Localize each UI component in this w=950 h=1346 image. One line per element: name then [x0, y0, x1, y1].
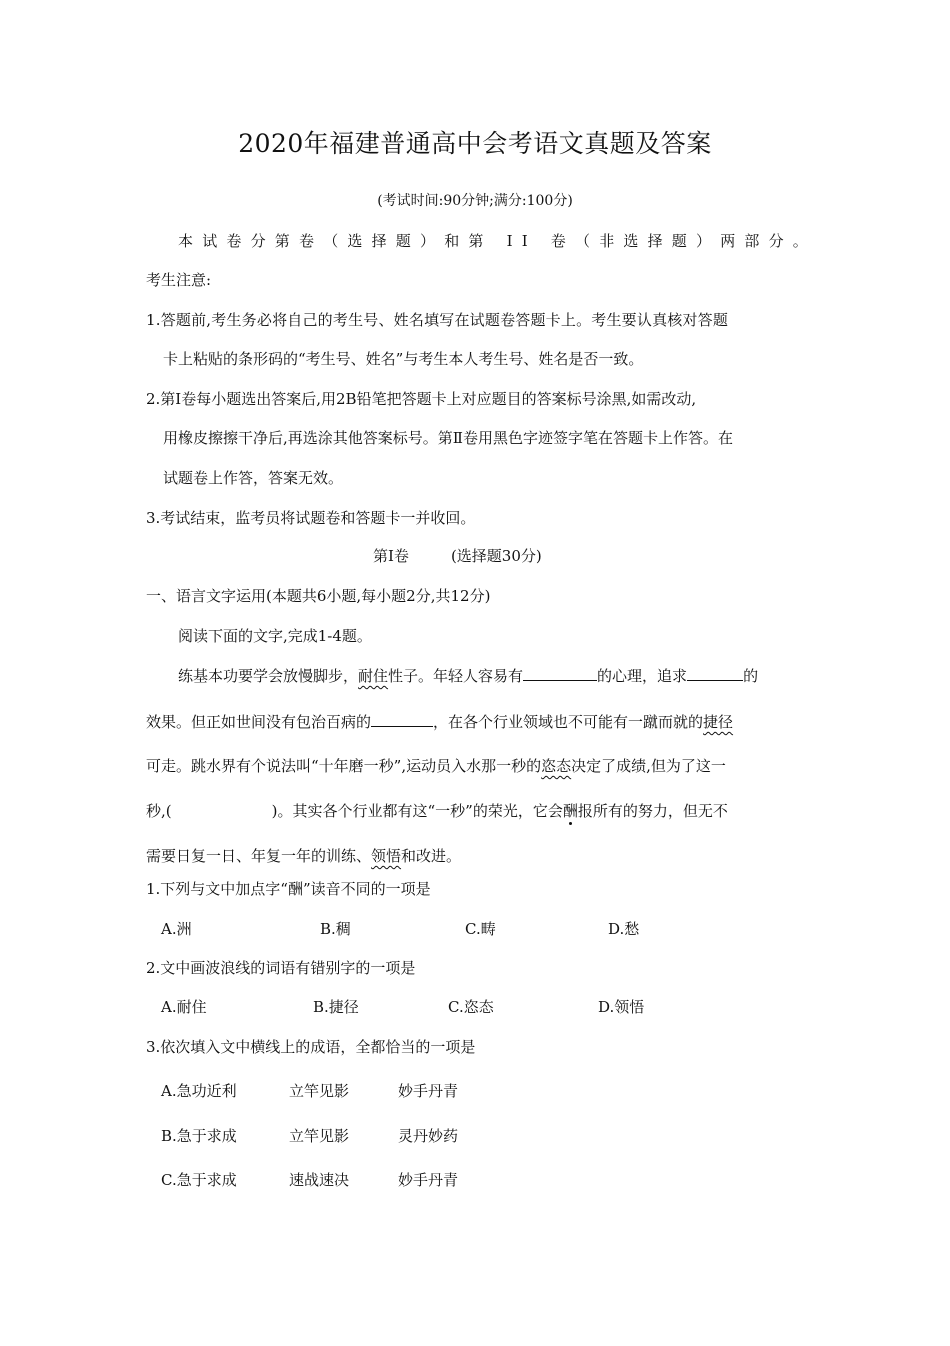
passage-line-1: 练基本功要学会放慢脚步，耐住性子。年轻人容易有 的心理，追求 的: [178, 667, 759, 685]
question-3-option-c-idiom-3: 妙手丹青: [398, 1171, 459, 1189]
question-1-option-a: A.洲: [161, 920, 192, 938]
question-3-stem: 3.依次填入文中横线上的成语，全都恰当的一项是: [146, 1038, 476, 1056]
fill-blank-3: [371, 711, 433, 727]
passage-line-4: 秒,( )。其实各个行业都有这“一秒”的荣光，它会酬报所有的努力，但无不: [146, 802, 728, 820]
part-heading: [373, 546, 542, 566]
notice-2-line-2: 用橡皮擦擦干净后,再选涂其他答案标号。第Ⅱ卷用黑色字迹签字笔在答题卡上作答。在: [163, 429, 733, 447]
question-1-option-d: D.愁: [608, 920, 640, 938]
passage-line-3: 可走。跳水界有个说法叫“十年磨一秒”,运动员入水那一秒的恣态决定了成绩,但为了这一: [146, 757, 726, 775]
wavy-word-jiejing: 捷径: [703, 713, 734, 731]
question-3-option-b-idiom-2: 立竿见影: [289, 1127, 350, 1145]
question-1-stem: 1.下列与文中加点字“酬”读音不同的一项是: [146, 880, 431, 898]
section-heading: 一、语言文字运用(本题共6小题,每小题2分,共12分): [146, 587, 491, 605]
passage-line-2: 效果。但正如世间没有包治百病的 ，在各个行业领域也不可能有一蹴而就的捷径: [146, 713, 734, 731]
question-3-option-b-idiom-3: 灵丹妙药: [398, 1127, 459, 1145]
question-2-option-b: B.捷径: [313, 998, 359, 1016]
fill-blank-1: [523, 665, 597, 681]
part-name: 第Ⅰ卷: [373, 547, 409, 565]
notice-2-line-1: 2.第Ⅰ卷每小题选出答案后,用2B铅笔把答题卡上对应题目的答案标号涂黑,如需改动,: [146, 390, 697, 408]
question-2-option-a: A.耐住: [161, 998, 207, 1016]
exam-time-note: (考试时间:90分钟;满分:100分): [377, 193, 573, 209]
dotted-char-chou: 酬: [562, 802, 578, 820]
section-instruction: 阅读下面的文字,完成1-4题。: [178, 627, 372, 645]
question-3-option-b: B.急于求成: [161, 1127, 237, 1145]
passage-line-5: 需要日复一日、年复一年的训练、领悟和改进。: [146, 847, 462, 865]
page-title: 2020年福建普通高中会考语文真题及答案: [238, 129, 712, 158]
question-3-option-a-idiom-2: 立竿见影: [289, 1082, 350, 1100]
intro-text: 本试卷分第卷（选择题）和第 II 卷（非选择题）两部分。: [178, 232, 817, 250]
question-1-option-b: B.稠: [320, 920, 351, 938]
question-1-option-c: C.畴: [465, 920, 496, 938]
notice-3: 3.考试结束，监考员将试题卷和答题卡一并收回。: [146, 509, 476, 527]
fill-blank-2: [687, 665, 743, 681]
question-3-option-a: A.急功近利: [161, 1082, 237, 1100]
wavy-word-naizhu: 耐住: [358, 667, 389, 685]
notice-heading: 考生注意:: [146, 271, 212, 289]
question-3-option-c-idiom-2: 速战速决: [289, 1171, 350, 1189]
wavy-word-zitai: 恣态: [541, 757, 572, 775]
question-2-stem: 2.文中画波浪线的词语有错别字的一项是: [146, 959, 416, 977]
question-3-option-c: C.急于求成: [161, 1171, 237, 1189]
notice-1-line-1: 1.答题前,考生务必将自己的考生号、姓名填写在试题卷答题卡上。考生要认真核对答题: [146, 311, 729, 329]
notice-1-line-2: 卡上粘贴的条形码的“考生号、姓名”与考生本人考生号、姓名是否一致。: [163, 350, 644, 368]
part-desc: (选择题30分): [450, 547, 542, 565]
wavy-word-lingwu: 领悟: [371, 847, 402, 865]
question-3-option-a-idiom-3: 妙手丹青: [398, 1082, 459, 1100]
question-2-option-d: D.领悟: [598, 998, 645, 1016]
question-2-option-c: C.恣态: [448, 998, 494, 1016]
notice-2-line-3: 试题卷上作答，答案无效。: [163, 469, 344, 487]
